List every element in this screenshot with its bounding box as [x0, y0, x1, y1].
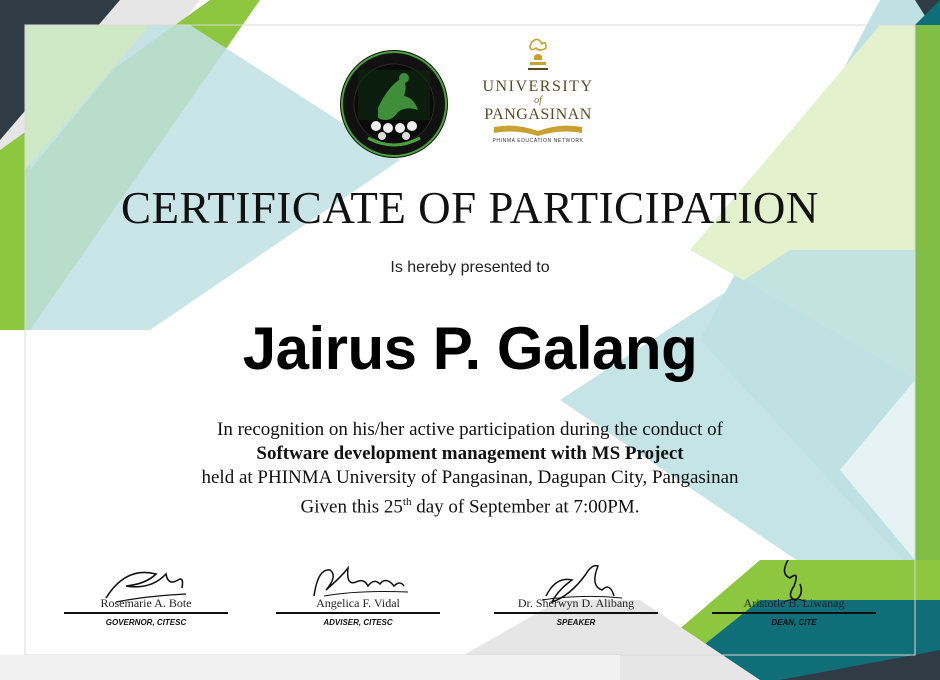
signatory-role: GOVERNOR, CITESC — [105, 618, 187, 627]
signatory-3 — [486, 556, 666, 636]
university-logo — [470, 38, 606, 156]
signatory-role: ADVISER, CITESC — [323, 618, 393, 627]
signatory-1 — [56, 556, 236, 636]
signatory-name: Aristotle B. Liwanag — [743, 596, 845, 610]
event-name: Software development management with MS Project — [256, 443, 684, 464]
signatory-2 — [268, 556, 448, 636]
university-line2: PANGASINAN — [484, 106, 592, 123]
given-sup: th — [402, 496, 412, 508]
signatory-4 — [704, 556, 884, 636]
signatory-role: SPEAKER — [556, 618, 596, 627]
signatory-name: Angelica F. Vidal — [316, 596, 400, 610]
signatory-name: Dr. Sherwyn D. Alibang — [517, 596, 635, 610]
recognition-body — [0, 418, 940, 519]
presented-text: Is hereby presented to — [390, 259, 550, 276]
given-line — [0, 490, 940, 519]
crest-icon — [518, 38, 558, 80]
university-of: of — [534, 95, 542, 106]
recognition-line: In recognition on his/her active participation during the conduct of — [217, 419, 723, 440]
citesc-logo — [338, 48, 450, 160]
book-icon — [490, 125, 586, 137]
signatory-role: DEAN, CITE — [771, 618, 817, 627]
signature-line — [276, 612, 440, 614]
given-suffix: day of September at 7:00PM. — [411, 496, 640, 518]
signature-line — [712, 612, 876, 614]
recipient-name: Jairus P. Galang — [242, 315, 698, 382]
given-prefix: Given this 25 — [300, 496, 403, 518]
university-network: PHINMA EDUCATION NETWORK — [492, 138, 584, 144]
signature-line — [64, 612, 228, 614]
signatory-name: Rosemarie A. Bote — [100, 596, 192, 610]
certificate-title: CERTIFICATE OF PARTICIPATION — [121, 183, 819, 233]
signature-line — [494, 612, 658, 614]
venue-line: held at PHINMA University of Pangasinan, Dagupan City, Pangasinan — [201, 467, 739, 488]
university-line1: UNIVERSITY — [482, 78, 594, 95]
